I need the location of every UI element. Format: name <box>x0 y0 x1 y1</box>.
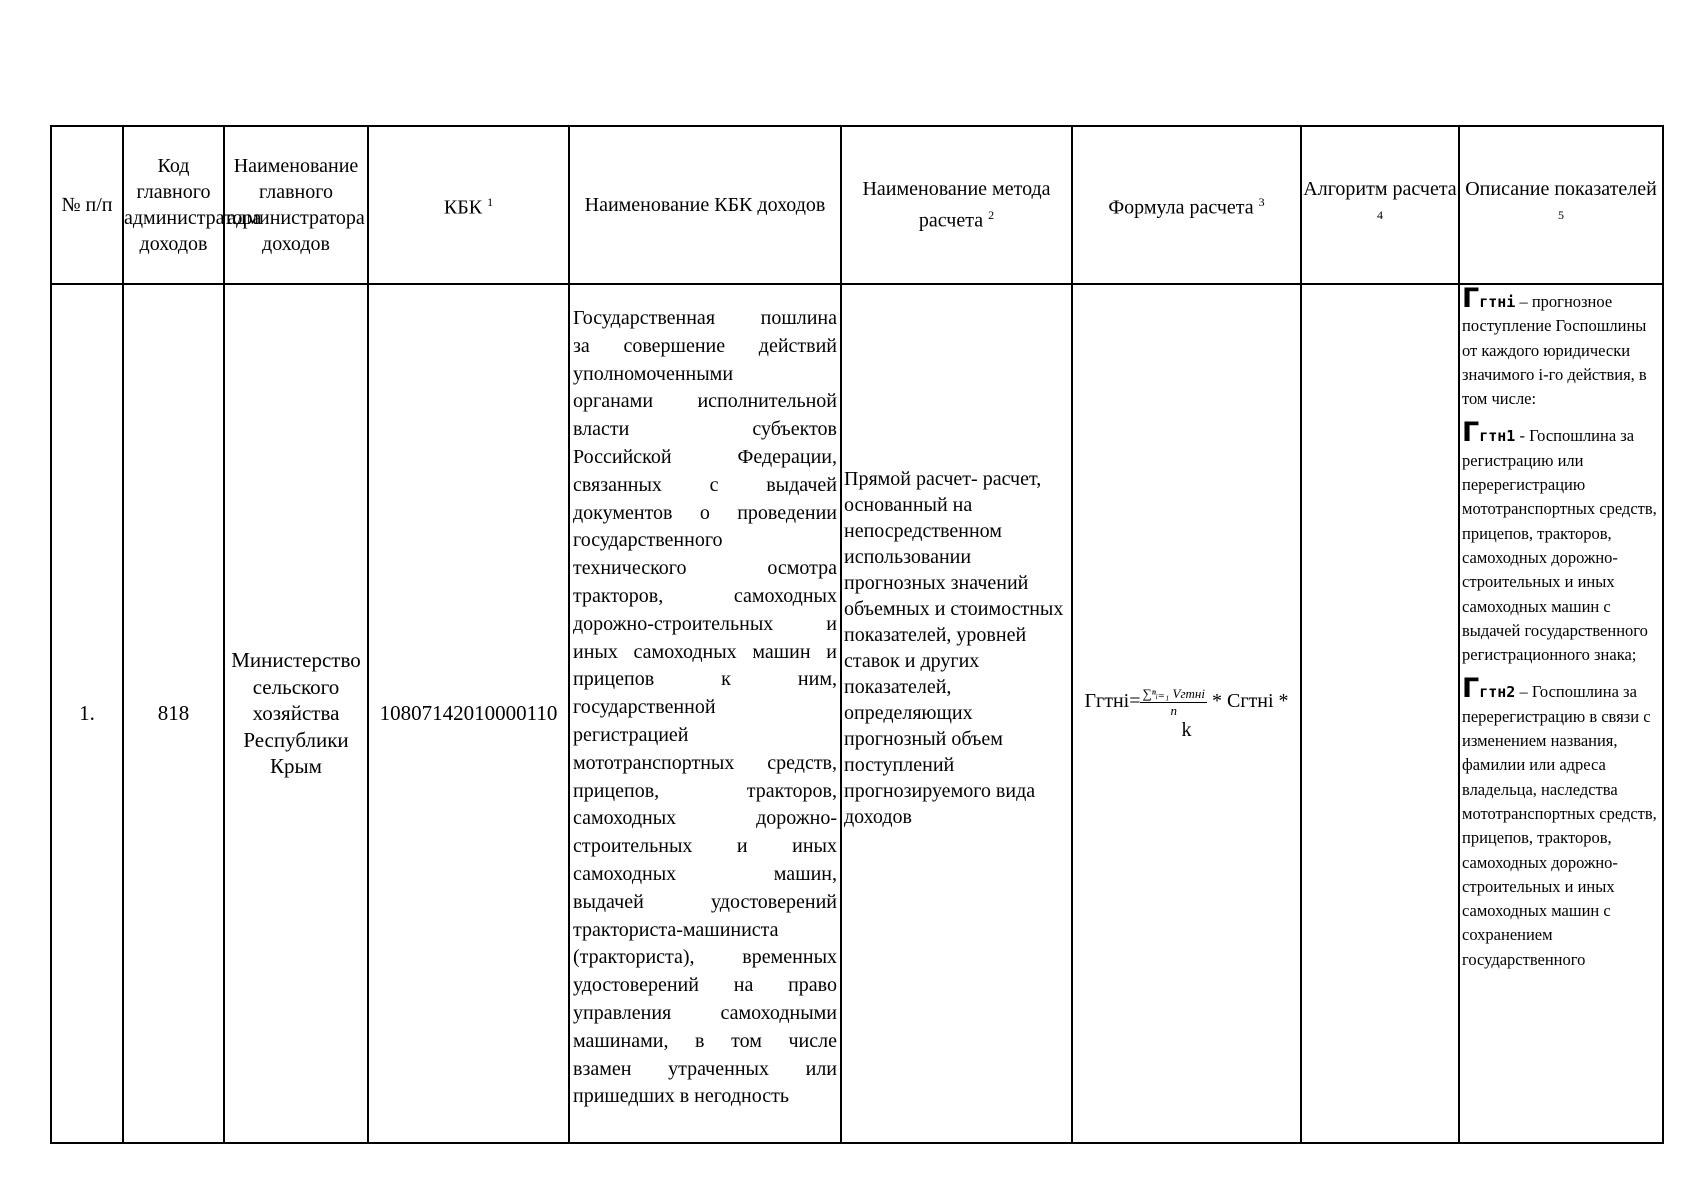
kbk-name-text <box>570 305 840 1111</box>
kbk-name-line: прицепов к ним, <box>573 668 837 691</box>
cell-formula <box>1072 284 1301 1143</box>
kbk-name-line: управления самоходными <box>573 1001 837 1024</box>
header-admin-name: Наименование главного администратора доходов <box>224 126 368 284</box>
kbk-name-line: тракториста-машиниста <box>573 918 779 941</box>
kbk-name-line: государственного <box>573 529 723 552</box>
cell-kbk-name <box>569 284 841 1143</box>
formula <box>1073 686 1300 742</box>
cell-admin-code: 818 <box>123 284 224 1143</box>
header-indicators: Описание показателей $^5$ <box>1459 126 1663 284</box>
indicator-item <box>1462 417 1660 667</box>
footnote-mark: 2 <box>988 208 995 223</box>
formula-fraction <box>1140 686 1207 719</box>
kbk-name-line: регистрацией <box>573 723 689 746</box>
kbk-name-line: мототранспортных средств, <box>573 751 837 774</box>
kbk-name-line: Государственная пошлина <box>573 307 837 329</box>
indicator-item <box>1462 673 1660 972</box>
cell-algorithm <box>1301 284 1459 1143</box>
header-algorithm: Алгоритм расчета $^4$ <box>1301 126 1459 284</box>
kbk-name-line: за совершение действий <box>573 334 837 357</box>
header-kbk: КБК $^1$ <box>368 126 569 284</box>
kbk-name-line: самоходных дорожно- <box>573 807 837 830</box>
footnote-mark: 3 <box>1258 195 1265 210</box>
formula-numerator: ∑ⁿᵢ₌₁ Vгтнi <box>1142 685 1205 701</box>
footnote-mark: 4 <box>1377 208 1383 223</box>
indicator-symbol: Г <box>1462 417 1480 449</box>
footnote-mark: 1 <box>487 195 494 210</box>
method-text: Прямой расчет- расчет, основанный на непосредственном использовании прогнозных значений объемных и стоимостных показателей, уровней ставок и других показателей, определяющих прогнозный объем поступлений прогнозируемого вида доходов <box>844 467 1064 828</box>
kbk-name-line: Российской Федерации, <box>573 445 837 468</box>
kbk-name-line: удостоверений на право <box>573 974 837 997</box>
formula-tail: k <box>1181 718 1192 741</box>
indicator-description: – прогнозное поступление Госпошлины от каждого юридически значимого i-го действия, в том числе: <box>1462 292 1647 409</box>
cell-num: 1. <box>51 284 123 1143</box>
kbk-name-line: строительных и иных <box>573 835 837 858</box>
kbk-name-line: тракторов, самоходных <box>573 584 837 607</box>
indicator-symbol: Г <box>1462 283 1480 314</box>
kbk-name-line: государственной <box>573 696 716 719</box>
formula-eq: = <box>1129 689 1141 712</box>
kbk-name-line: взамен утраченных или <box>573 1057 837 1080</box>
table-header-row <box>51 126 1663 284</box>
cell-kbk: 10807142010000110 <box>368 284 569 1143</box>
kbk-name-line: самоходных машин, <box>573 862 837 885</box>
kbk-name-line: прицепов, тракторов, <box>573 779 837 802</box>
kbk-name-line: иных самоходных машин и <box>573 640 837 663</box>
header-formula: Формула расчета $^3$ <box>1072 126 1301 284</box>
formula-lhs: Ггтнi <box>1084 689 1130 712</box>
kbk-name-line: пришедших в негодность <box>573 1085 789 1108</box>
indicator-item <box>1462 283 1660 411</box>
kbk-name-line: власти субъектов <box>573 418 837 441</box>
cell-indicators <box>1459 284 1663 1143</box>
cell-method <box>841 284 1072 1143</box>
kbk-name-line: машинами, в том числе <box>573 1029 837 1052</box>
indicator-subscript: гтнi <box>1479 293 1516 311</box>
header-num: № п/п <box>51 126 123 284</box>
header-admin-code: Код главного администратора доходов <box>123 126 224 284</box>
indicator-description: – Госпошлина за перерегистрацию в связи с изменением названия, фамилии или адреса владельца, наследства мототранспортных средств, прицепов, тракторов, самоходных дорожно-строительных и иных самоходных машин с сохранением государственного <box>1462 682 1657 969</box>
kbk-name-line: дорожно-строительных и <box>573 612 837 635</box>
footnote-mark: 5 <box>1558 208 1564 223</box>
revenue-forecast-table <box>50 125 1664 1144</box>
indicators-text <box>1460 285 1662 972</box>
kbk-name-line: документов о проведении <box>573 501 837 524</box>
indicator-description: - Госпошлина за регистрацию или перерегистрацию мототранспортных средств, прицепов, тракторов, самоходных дорожно-строительных и иных самоходных машин с выдачей государственного регистрационного знака; <box>1462 426 1657 665</box>
cell-admin-name: Министерство сельского хозяйства Республики Крым <box>224 284 368 1143</box>
indicator-symbol: Г <box>1462 673 1480 705</box>
header-kbk-name: Наименование КБК доходов <box>569 126 841 284</box>
kbk-name-line: связанных с выдачей <box>573 473 837 496</box>
kbk-name-line: уполномоченными <box>573 362 734 385</box>
table-row <box>51 284 1663 1143</box>
kbk-name-line: (тракториста), временных <box>573 946 837 969</box>
header-method: Наименование метода расчета $^2$ <box>841 126 1072 284</box>
kbk-name-line: выдачей удостоверений <box>573 890 837 913</box>
formula-mid: * Cгтнi * <box>1212 689 1289 712</box>
indicator-subscript: гтн2 <box>1479 683 1516 702</box>
formula-denominator: n <box>1170 702 1177 718</box>
kbk-name-line: технического осмотра <box>573 557 837 580</box>
kbk-name-line: органами исполнительной <box>573 390 837 413</box>
indicator-subscript: гтн1 <box>1479 427 1516 446</box>
